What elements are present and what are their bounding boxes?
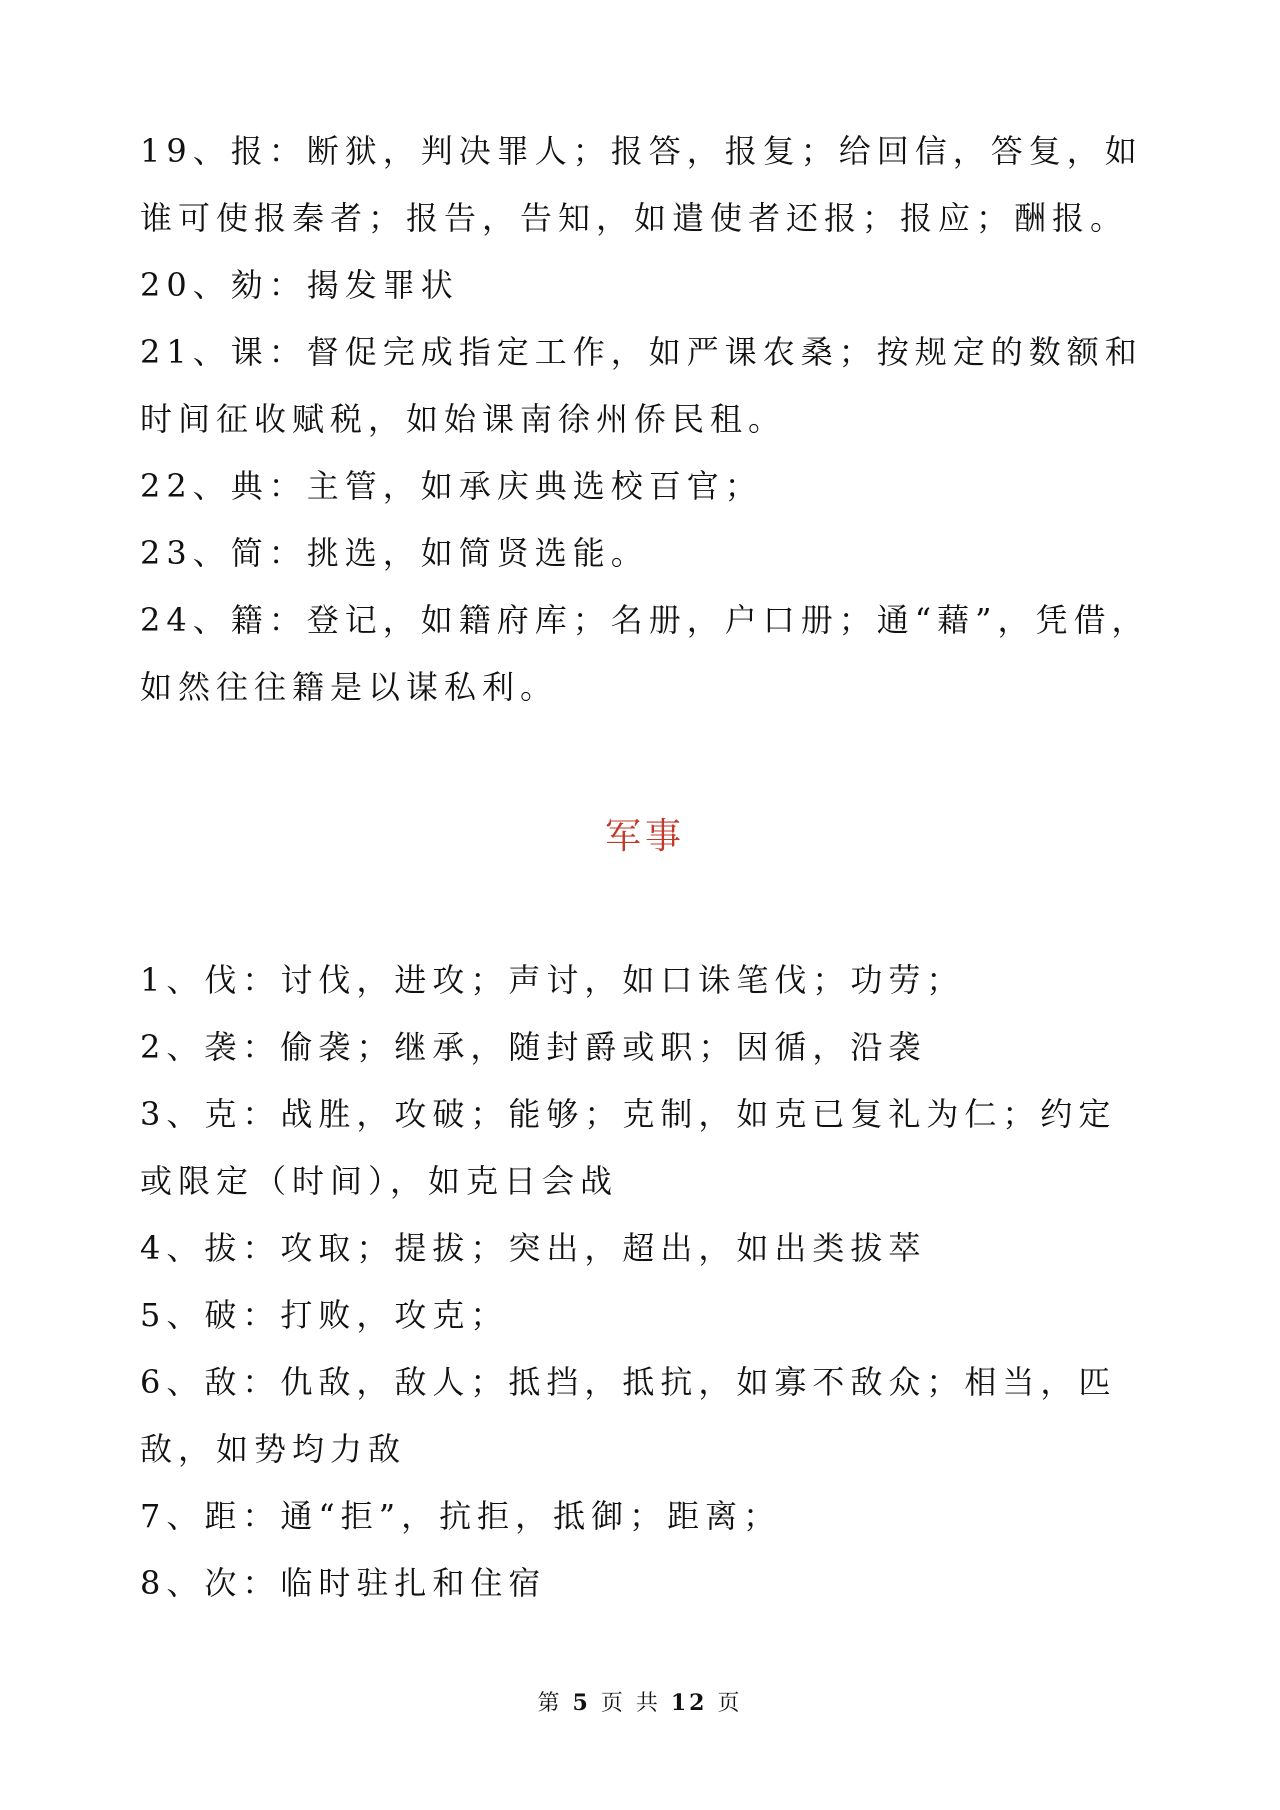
footer-page-number: 5 <box>572 1690 591 1716</box>
footer-suffix: 页 <box>717 1691 743 1716</box>
footer-total-pages: 12 <box>670 1690 708 1716</box>
entry-5-po: 5、破：打败，攻克； <box>140 1296 509 1334</box>
entry-1-fa: 1、伐：讨伐，进攻；声讨，如口诛笔伐；功劳； <box>140 961 965 999</box>
footer-middle: 页 共 <box>600 1691 661 1716</box>
entry-22-dian: 22、典：主管，如承庆典选校百官； <box>140 467 763 505</box>
page-footer <box>0 1686 1280 1717</box>
section-title-military: 军事 <box>604 816 685 857</box>
admin-entry-list <box>140 118 1150 721</box>
page-content <box>140 118 1150 1617</box>
entry-24-ji: 24、籍：登记，如籍府库；名册，户口册；通“藉”，凭借，如然往往籍是以谋私利。 <box>140 601 1150 706</box>
military-entry-list <box>140 947 1150 1617</box>
entry-3-ke: 3、克：战胜，攻破；能够；克制，如克已复礼为仁；约定或限定（时间），如克日会战 <box>140 1095 1117 1200</box>
entry-6-di: 6、敌：仇敌，敌人；抵挡，抵抗，如寡不敌众；相当，匹敌，如势均力敌 <box>140 1363 1117 1468</box>
entry-23-jian: 23、简：挑选，如简贤选能。 <box>140 534 649 572</box>
entry-8-ci: 8、次：临时驻扎和住宿 <box>140 1564 547 1602</box>
entry-4-ba: 4、拔：攻取；提拔；突出，超出，如出类拔萃 <box>140 1229 927 1267</box>
footer-prefix: 第 <box>537 1691 563 1716</box>
entry-2-xi: 2、袭：偷袭；继承，随封爵或职；因循，沿袭 <box>140 1028 927 1066</box>
entry-20-he: 20、劾：揭发罪状 <box>140 266 459 304</box>
entry-19-bao: 19、报：断狱，判决罪人；报答，报复；给回信，答复，如谁可使报秦者；报告，告知，如遣使者还报；报应；酬报。 <box>140 132 1143 237</box>
entry-21-ke: 21、课：督促完成指定工作，如严课农桑；按规定的数额和时间征收赋税，如始课南徐州侨民租。 <box>140 333 1143 438</box>
entry-7-ju: 7、距：通“拒”，抗拒，抵御；距离； <box>140 1497 782 1535</box>
